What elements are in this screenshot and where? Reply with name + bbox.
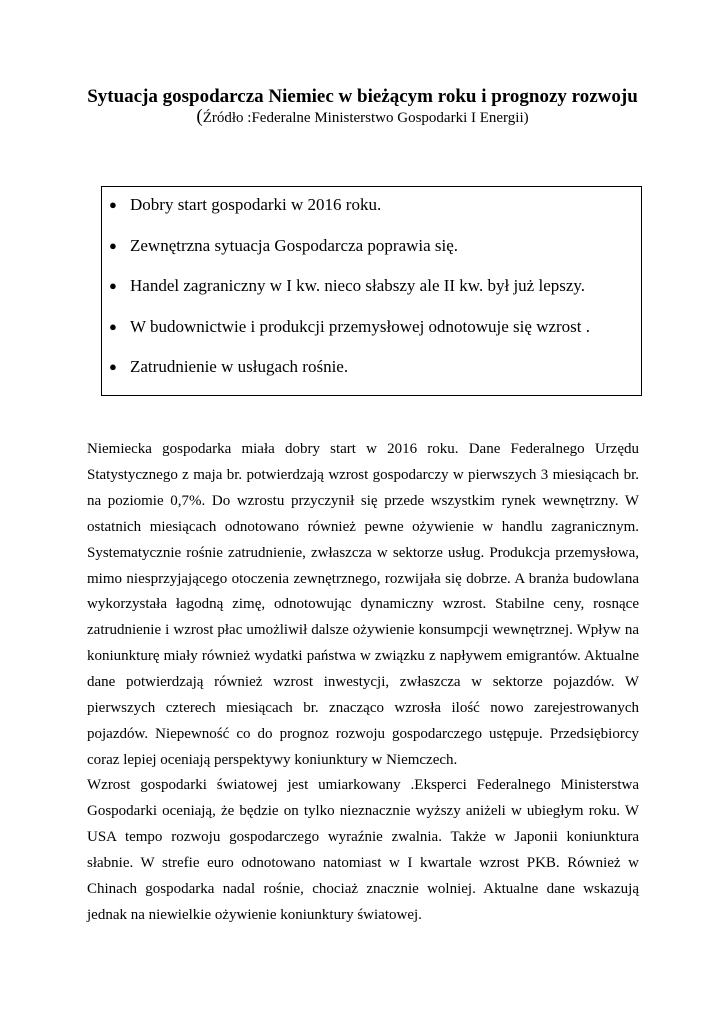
summary-item [109,236,459,256]
summary-item-text: Zewnętrzna sytuacja Gospodarcza poprawia się. [130,236,459,255]
bullet-icon: ● [109,359,117,374]
bullet-icon: ● [109,238,117,253]
summary-item [109,276,586,296]
summary-item-text: W budownictwie i produkcji przemysłowej odnotowuje się wzrost . [130,317,591,336]
source-open-paren: ( [196,106,203,127]
source-text: Źródło :Federalne Ministerstwo Gospodarki I Energii) [202,110,529,126]
summary-box [101,186,642,396]
document-title: Sytuacja gospodarcza Niemiec w bieżącym roku i prognozy rozwoju [87,86,638,107]
summary-item-text: Zatrudnienie w usługach rośnie. [130,357,349,376]
bullet-icon: ● [109,197,117,212]
summary-item-text: Handel zagraniczny w I kw. nieco słabszy ale II kw. był już lepszy. [130,276,586,295]
source-note [0,108,725,127]
bullet-icon: ● [109,278,117,293]
summary-item [109,357,349,377]
summary-item-text: Dobry start gospodarki w 2016 roku. [130,195,382,214]
body-paragraph-2: Wzrost gospodarki światowej jest umiarkowany .Eksperci Federalnego Ministerstwa Gospodarki oceniają, że będzie on tylko nieznacznie wyższy aniżeli w ubiegłym roku. W USA tempo rozwoju gospodarczego wyraźnie zwalnia. Także w Japonii koniunktura słabnie. W strefie euro odnotowano natomiast w I kwartale wzrost PKB. Również w Chinach gospodarka nadal rośnie, chociaż znacznie wolniej. Aktualne dane wskazują jednak na niewielkie ożywienie koniunktury światowej. [87,777,639,923]
summary-item [109,317,591,337]
summary-item [109,195,382,215]
body-paragraph-1: Niemiecka gospodarka miała dobry start w 2016 roku. Dane Federalnego Urzędu Statystycznego z maja br. potwierdzają wzrost gospodarczy w pierwszych 3 miesiącach br. na poziomie 0,7%. Do wzrostu przyczynił się przede wszystkim rynek wewnętrzny. W ostatnich miesiącach odnotowano również pewne ożywienie w handlu zagranicznym. Systematycznie rośnie zatrudnienie, zwłaszcza w sektorze usług. Produkcja przemysłowa, mimo niesprzyjającego otoczenia zewnętrznego, rozwijała się dobrze. A branża budowlana wykorzystała łagodną zimę, odnotowując dynamiczny wzrost. Stabilne ceny, rosnące zatrudnienie i wzrost płac umożliwił dalsze ożywienie konsumpcji wewnętrznej. Wpływ na koniunkturę miały również wydatki państwa w związku z napływem emigrantów. Aktualne dane potwierdzają również wzrost inwestycji, zwłaszcza w sektorze pojazdów. W pierwszych czterech miesiącach br. znacząco wzrosła ilość nowo zarejestrowanych pojazdów. Niepewność co do prognoz rozwoju gospodarczego ustępuje. Przedsiębiorcy coraz lepiej oceniają perspektywy koniunktury w Niemczech. [87,441,639,768]
bullet-icon: ● [109,319,117,334]
